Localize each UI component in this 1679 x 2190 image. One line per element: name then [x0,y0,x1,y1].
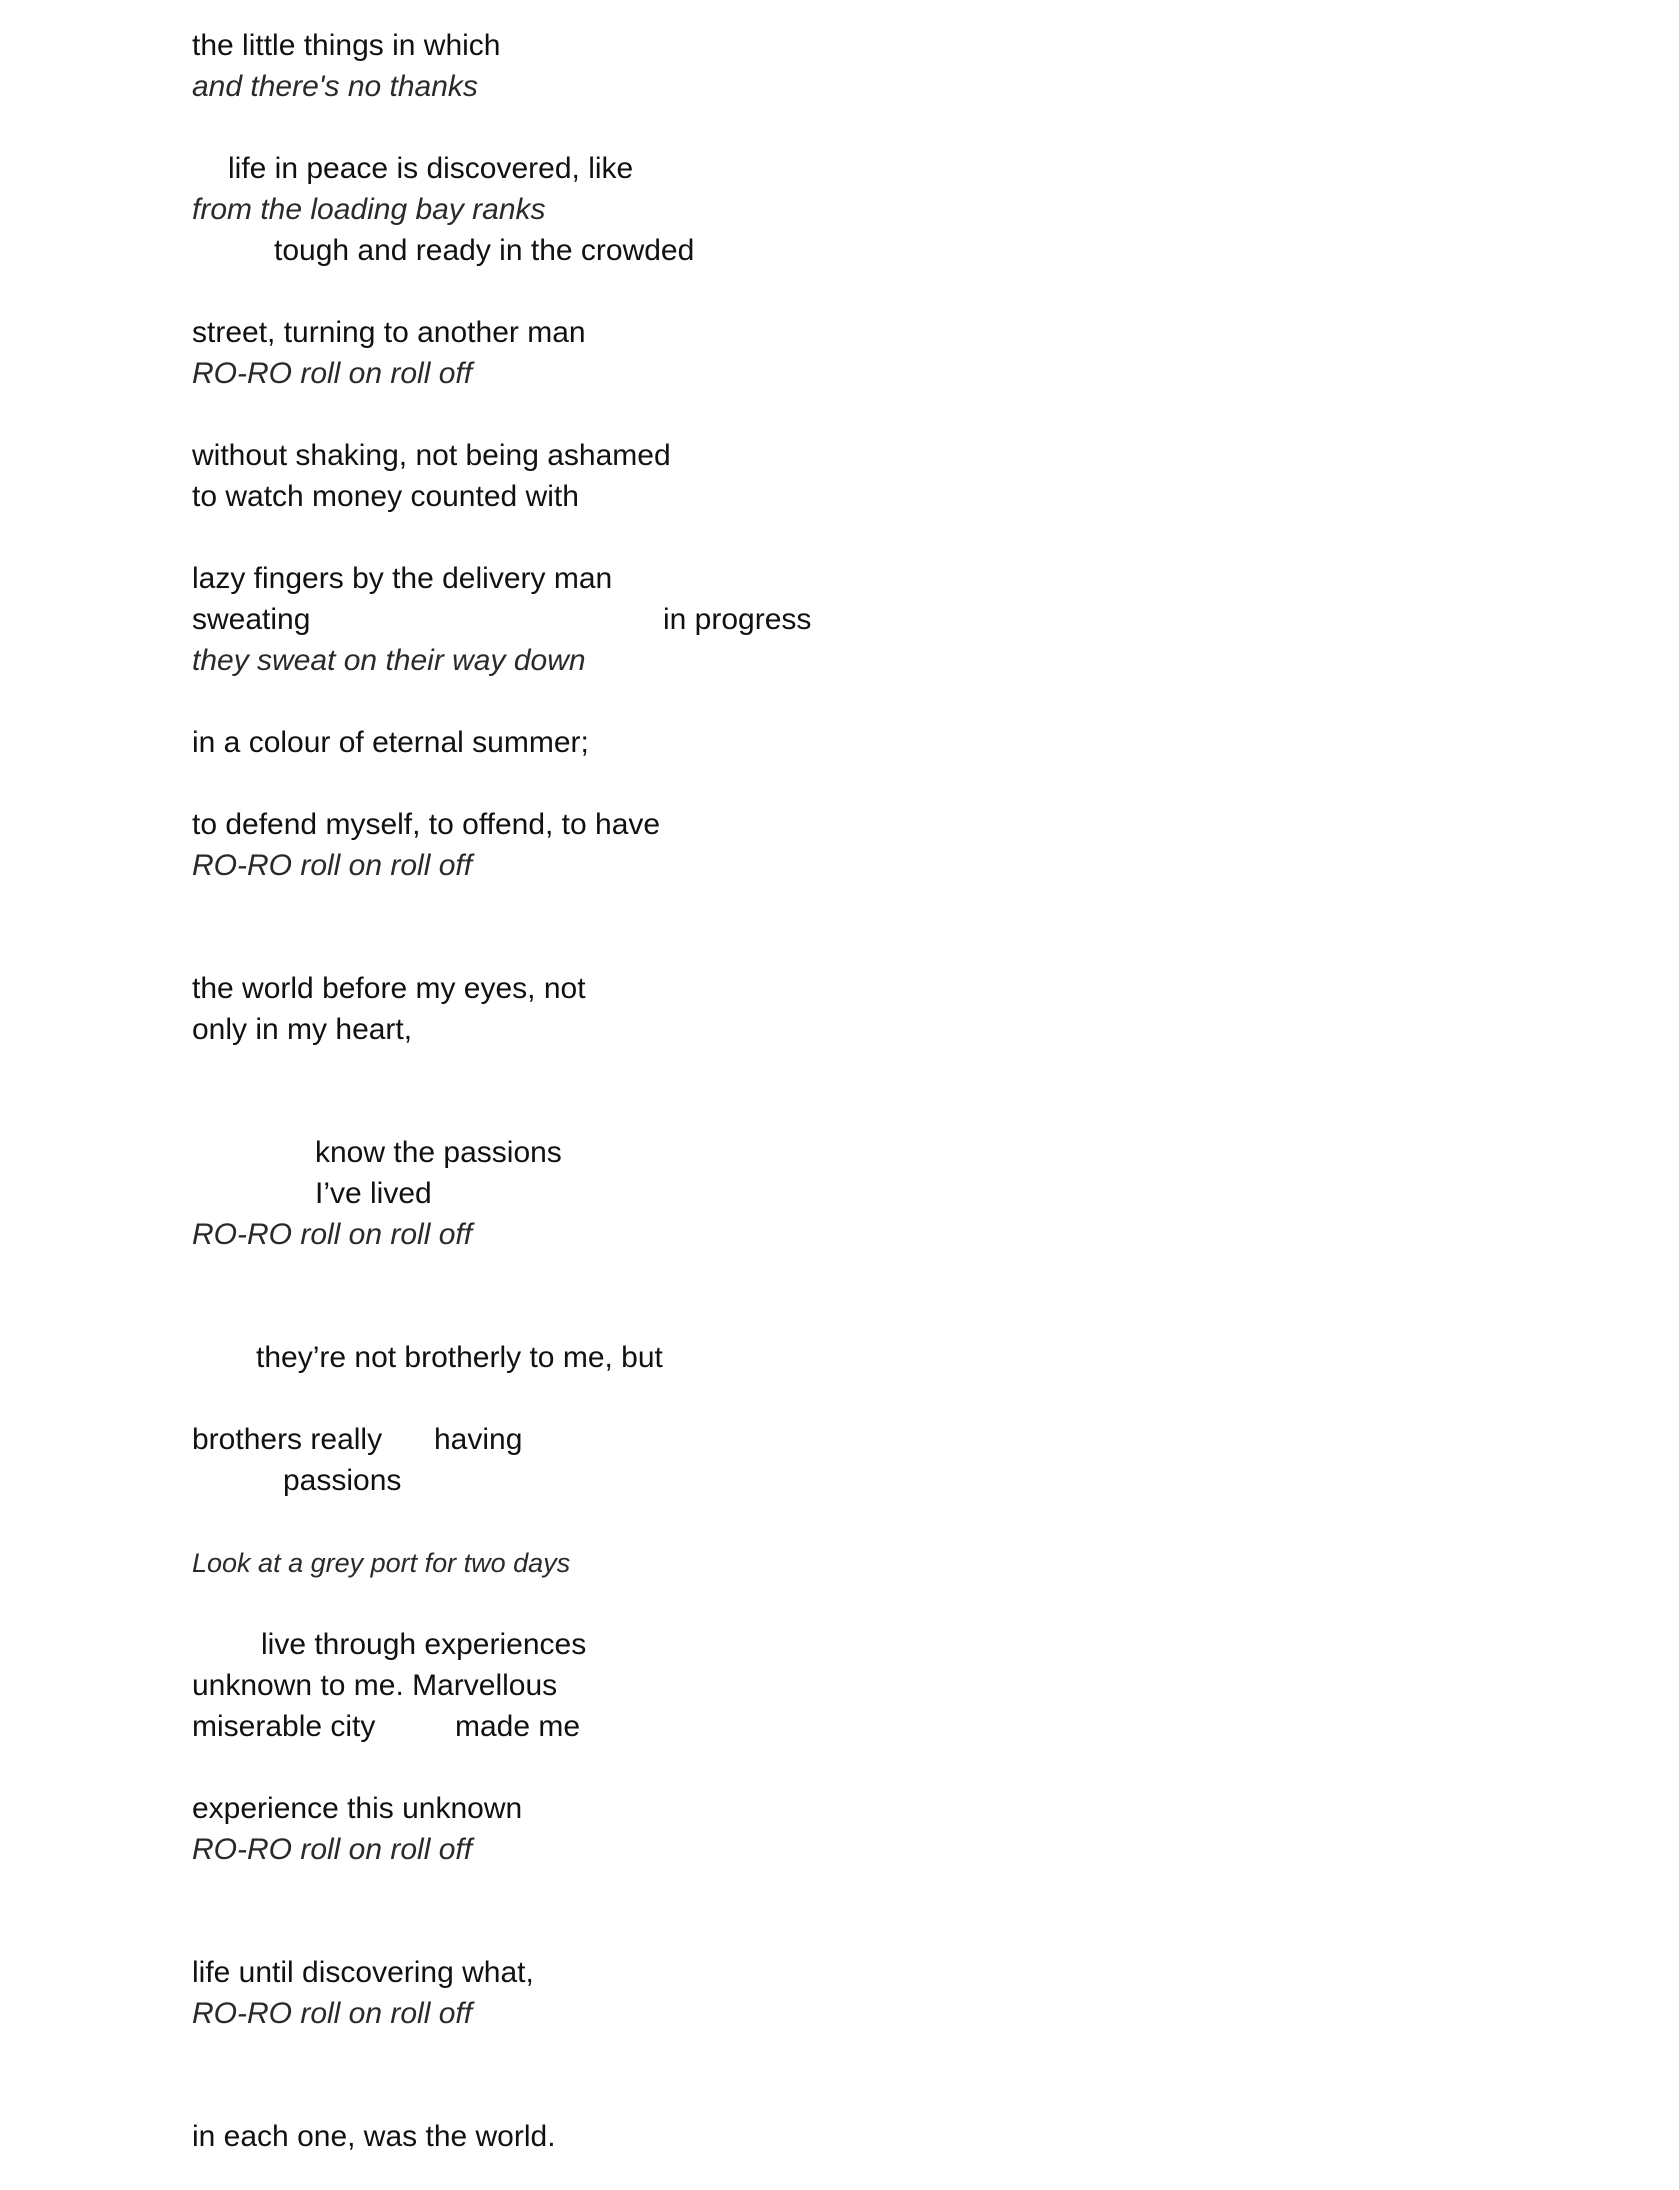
poem-line: the little things in which [192,29,501,62]
refrain-line: Look at a grey port for two days [192,1548,571,1578]
poem-line-aside: made me [455,1710,581,1743]
poem-line: I’ve lived [315,1177,432,1210]
poem-line: in a colour of eternal summer; [192,726,589,759]
refrain-line: RO-RO roll on roll off [192,1218,473,1251]
poem-line: know the passions [315,1136,562,1169]
poem-line: brothers really [192,1423,383,1456]
poem-line-aside: having [434,1423,523,1456]
poem-line: the world before my eyes, not [192,972,586,1005]
poem-line: live through experiences [261,1628,587,1661]
poem-line: miserable city [192,1710,376,1743]
poem-line: to defend myself, to offend, to have [192,808,661,841]
poem-line: in each one, was the world. [192,2120,556,2153]
poem-line: to watch money counted with [192,480,579,513]
refrain-line: they sweat on their way down [192,644,586,677]
poem-line-aside: in progress [663,603,812,636]
poem-line: life until discovering what, [192,1956,534,1989]
poem-line: unknown to me. Marvellous [192,1669,558,1702]
poem-line: sweating [192,603,311,636]
poem-line: they’re not brotherly to me, but [256,1341,663,1374]
refrain-line: RO-RO roll on roll off [192,1997,473,2030]
refrain-line: RO-RO roll on roll off [192,1833,473,1866]
refrain-line: and there's no thanks [192,70,478,103]
poem-line: only in my heart, [192,1013,413,1046]
poem-line: tough and ready in the crowded [274,234,695,267]
poem-line: without shaking, not being ashamed [192,439,671,472]
poem-line: experience this unknown [192,1792,523,1825]
refrain-line: RO-RO roll on roll off [192,849,473,882]
poem-line: passions [283,1464,402,1497]
refrain-line: from the loading bay ranks [192,193,546,226]
refrain-line: RO-RO roll on roll off [192,357,473,390]
poem-line: life in peace is discovered, like [228,152,634,185]
poem-line: street, turning to another man [192,316,586,349]
poem-line: lazy fingers by the delivery man [192,562,613,595]
